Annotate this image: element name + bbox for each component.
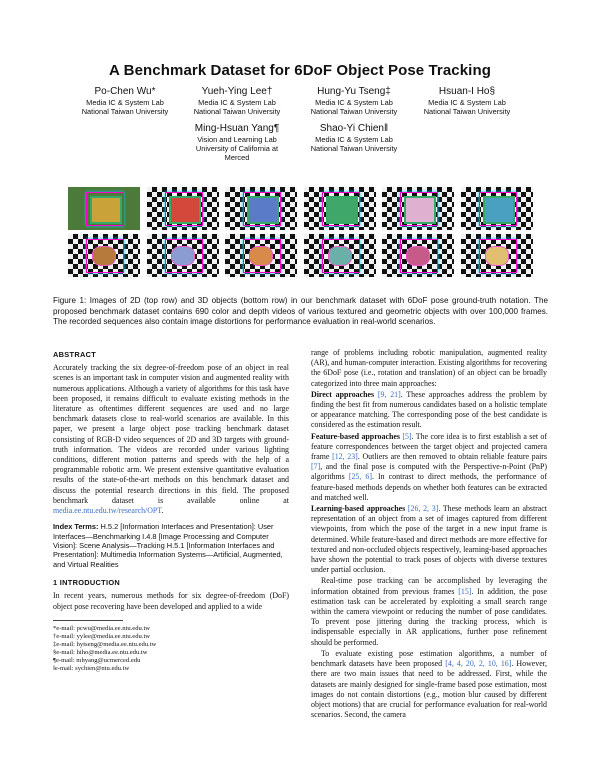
- figure-3d-image: [304, 234, 376, 277]
- author-affiliation: National Taiwan University: [193, 107, 281, 116]
- author-name: Shao-Yi Chien‖: [319, 123, 389, 134]
- figure-2d-image: [304, 187, 376, 230]
- author-name: Hsuan-I Ho§: [438, 86, 496, 97]
- abstract-text: Accurately tracking the six degree-of-freedom pose of an object in real scenes is an important task in computer vision and augmented reality with numerous applications. Although a variety of algorithms for this task have been proposed, it remains difficult to evaluate existing methods in the literature as oftentimes different sequences are used and no large benchmark datasets close to real-world scenarios are available. In this paper, we present a large object pose tracking benchmark dataset consisting of RGB-D video sequences of 2D and 3D targets with ground-truth information. The videos are recorded under various lighting conditions, different motion patterns and speeds with the help of a programmable robotic arm. We present extensive quantitative evaluation results of the state-of-the-art methods on this benchmark dataset and discuss the potential research directions in this field. The proposed benchmark dataset is available online at media.ee.ntu.edu.tw/research/OPT.: [53, 363, 289, 516]
- author-affiliation: National Taiwan University: [423, 107, 511, 116]
- author-5: [172, 123, 302, 162]
- author-affiliation: Media IC & System Lab: [86, 98, 164, 107]
- pose-overlay: [243, 239, 281, 273]
- pose-overlay: [479, 192, 517, 226]
- footnote: *e-mail: pcwu@media.ee.ntu.edu.tw: [53, 624, 151, 632]
- pose-overlay: [86, 192, 124, 226]
- author-name: Po-Chen Wu*: [94, 86, 156, 97]
- figure-2d-image: [382, 187, 454, 230]
- figure-row-3d: [68, 234, 533, 277]
- left-column: [53, 348, 289, 673]
- author-name: Yueh-Ying Lee†: [201, 86, 273, 97]
- author-4: [402, 86, 532, 116]
- author-affiliation: Media IC & System Lab: [198, 98, 276, 107]
- intro-continued: range of problems including robotic manipulation, augmented reality (AR), and human-computer interaction. Existing algorithms for recovering the 6DoF pose (i.e., rotation and translation) of an object can be broadly categorized into three main approaches:: [311, 348, 547, 388]
- figure-2d-image: [68, 187, 140, 230]
- author-affiliation: Media IC & System Lab: [315, 135, 393, 144]
- pose-overlay: [479, 239, 517, 273]
- author-3: [289, 86, 419, 116]
- feature-approaches: Feature-based approaches [5]. The core idea is to first establish a set of feature correspondences between the target object and projected camera frame [12, 23]. Outliers are then removed to obtain reliable feature pairs [7], and the final pose is computed with the Perspective-n-Point (PnP) algorithms [25, 6]. In contrast to direct methods, the performance of feature-based methods depends on whether both features can be extracted and matched well.: [311, 431, 548, 502]
- direct-approaches: Direct approaches [9, 21]. These approaches address the problem by finding the best fit from numerous candidates based on a holistic template or appearance matching. The corresponding pose of the best candidate is considered as the estimation result.: [311, 389, 547, 430]
- author-affiliation: Merced: [224, 153, 250, 162]
- paper-title: A Benchmark Dataset for 6DoF Object Pose Tracking: [109, 62, 491, 79]
- figure-2d-image: [461, 187, 533, 230]
- pose-overlay: [165, 192, 203, 226]
- dataset-link[interactable]: media.ee.ntu.edu.tw/research/OPT: [53, 506, 162, 516]
- author-1: [60, 86, 190, 116]
- author-affiliation: Media IC & System Lab: [428, 98, 506, 107]
- pose-overlay: [322, 239, 360, 273]
- footnote-rule: [53, 620, 123, 621]
- author-affiliation: University of California at: [195, 144, 279, 153]
- author-name: Hung-Yu Tseng‡: [317, 86, 391, 97]
- right-column: [311, 348, 547, 721]
- pose-overlay: [400, 192, 438, 226]
- realtime-paragraph: Real-time pose tracking can be accomplished by leveraging the information obtained from previous frames [15]. In addition, the pose estimation task can be accelerated by exploiting a small search range within the camera viewpoint or reducing the number of pose candidates. To prevent pose jittering during the tracking process, which is indispensable especially in AR applications, further pose refinement should be performed.: [311, 576, 548, 647]
- author-affiliation: Vision and Learning Lab: [197, 135, 277, 144]
- author-affiliation: National Taiwan University: [310, 144, 398, 153]
- pose-overlay: [400, 239, 438, 273]
- figure-2d-image: [147, 187, 219, 230]
- figure-2d-image: [225, 187, 297, 230]
- learning-approaches: Learning-based approaches [26, 2, 3]. These methods learn an abstract representation of an object from a set of images captured from different viewpoints, from which the pose of the target in a new input frame is determined. While feature-based and direct methods are more effective for textured and non-occluded objects respectively, learning-based approaches have shown the potential to track poses of objects with diverse textures under partial occlusion.: [311, 504, 547, 575]
- author-name: Ming-Hsuan Yang¶: [194, 123, 280, 134]
- author-6: [289, 123, 419, 153]
- figure-3d-image: [147, 234, 219, 277]
- figure-row-2d: [68, 187, 533, 230]
- footnote: ‖e-mail: sychien@ntu.edu.tw: [53, 665, 130, 673]
- footnote: †e-mail: yylee@media.ee.ntu.edu.tw: [53, 632, 151, 640]
- evaluation-paragraph: To evaluate existing pose estimation algorithms, a number of benchmark datasets have been proposed [4, 4, 20, 2, 10, 16]. However, there are two main issues that need to be addressed. First, while the datasets are mainly designed for single-frame based pose estimation, most images do not contain distortions (e.g., motion blur caused by different object motions) that are crucial for performance evaluation for real-world scenarios. Second, the camera: [311, 648, 548, 720]
- author-affiliation: National Taiwan University: [310, 107, 398, 116]
- author-2: [172, 86, 302, 116]
- figure-3d-image: [225, 234, 297, 277]
- figure-3d-image: [461, 234, 533, 277]
- author-affiliation: National Taiwan University: [81, 107, 169, 116]
- pose-overlay: [86, 239, 124, 273]
- pose-overlay: [165, 239, 203, 273]
- author-affiliation: Media IC & System Lab: [315, 98, 393, 107]
- intro-heading: 1 INTRODUCTION: [53, 578, 121, 588]
- figure-caption: Figure 1: Images of 2D (top row) and 3D objects (bottom row) in our benchmark dataset with 6DoF pose ground-truth notation. The proposed benchmark dataset contains 690 color and depth videos of various textured and geometric objects with over 100,000 frames. The recorded sequences also contain image distortions for performance evaluation in real-world scenarios.: [53, 296, 548, 326]
- footnote: ‡e-mail: hytseng@media.ee.ntu.edu.tw: [53, 641, 157, 649]
- figure-3d-image: [382, 234, 454, 277]
- pose-overlay: [243, 192, 281, 226]
- abstract-heading: ABSTRACT: [53, 350, 97, 359]
- footnote: §e-mail: hiho@media.ee.ntu.edu.tw: [53, 649, 148, 657]
- pose-overlay: [322, 192, 360, 226]
- index-terms: Index Terms: H.5.2 [Information Interfaces and Presentation]: User Interfaces—Benchmarking I.4.8 [Image Processing and Computer Vision]: Scene Analysis—Tracking H.5.1 [Information Interfaces and Presentation]: Multimedia Information Systems—Artificial, Augmented, and Virtual Realities: [53, 522, 283, 569]
- figure-1: [68, 187, 533, 281]
- figure-3d-image: [68, 234, 140, 277]
- footnote: ¶e-mail: mhyang@ucmerced.edu: [53, 657, 141, 665]
- intro-text: In recent years, numerous methods for six degree-of-freedom (DoF) object pose recovering have been developed and applied to a wide: [53, 591, 289, 611]
